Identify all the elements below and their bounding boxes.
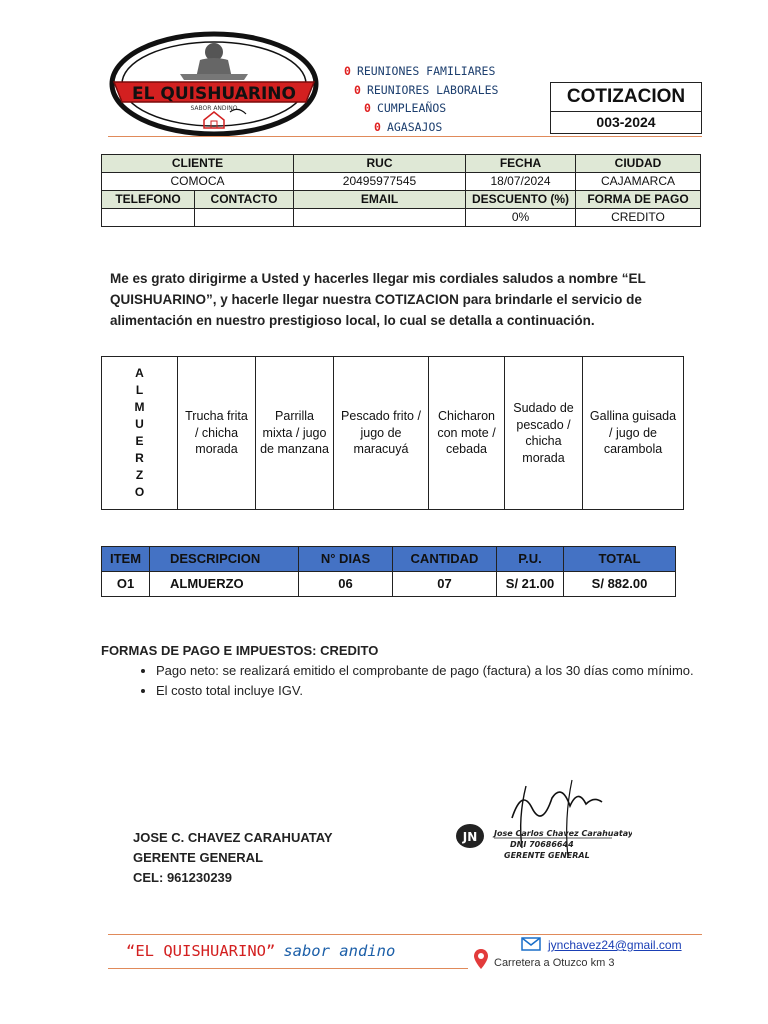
list-item: • Pago neto: se realizará emitido el comprobante de pago (factura) a los 30 días como mínimo. xyxy=(156,661,701,680)
cell-fecha: 18/07/2024 xyxy=(466,173,576,191)
cell-dias: 06 xyxy=(299,572,393,597)
svg-text:Jose Carlos Chavez Carahuatay: Jose Carlos Chavez Carahuatay xyxy=(494,829,632,838)
svg-text:DNI 70686644: DNI 70686644 xyxy=(510,840,574,849)
cell-email xyxy=(294,209,466,227)
col-header-cantidad: CANTIDAD xyxy=(393,547,497,572)
header-telefono: TELEFONO xyxy=(102,191,195,209)
cell-descuento: 0% xyxy=(466,209,576,227)
event-item: 0 AGASAJOS xyxy=(374,120,443,134)
menu-dish: Gallina guisada / jugo de carambola xyxy=(583,357,684,510)
restaurant-logo xyxy=(108,30,320,138)
table-row xyxy=(102,572,676,597)
footer-divider xyxy=(108,934,702,935)
table-row xyxy=(102,155,701,173)
signer-role: GERENTE GENERAL xyxy=(133,850,264,865)
cell-cantidad: 07 xyxy=(393,572,497,597)
svg-text:GERENTE GENERAL: GERENTE GENERAL xyxy=(504,851,590,860)
footer-brand-tagline: sabor andino xyxy=(283,942,396,960)
cell-forma-pago: CREDITO xyxy=(576,209,701,227)
payment-terms-list xyxy=(101,661,701,700)
cell-ciudad: CAJAMARCA xyxy=(576,173,701,191)
items-table xyxy=(101,546,676,597)
quotation-title: COTIZACION xyxy=(551,83,701,112)
location-pin-icon xyxy=(473,948,489,970)
col-header-item: ITEM xyxy=(102,547,150,572)
col-header-total: TOTAL xyxy=(564,547,676,572)
cell-cliente: COMOCA xyxy=(102,173,294,191)
event-item: 0 REUNIONES FAMILIARES xyxy=(344,64,496,78)
cell-contacto xyxy=(195,209,294,227)
cell-descripcion: ALMUERZO xyxy=(150,572,299,597)
intro-paragraph: Me es grato dirigirme a Usted y hacerles llegar mis cordiales saludos a nombre “EL QUISHUARINO”, y hacerle llegar nuestra COTIZACION para brindarle el servicio de alimentación en nuestro prestigioso local, lo cual se detalla a continuación. xyxy=(110,271,646,328)
menu-meal-label: ALMUERZO xyxy=(134,366,145,499)
col-header-descripcion: DESCRIPCION xyxy=(150,547,299,572)
address-text: Carretera a Otuzco km 3 xyxy=(494,957,615,969)
cell-ruc: 20495977545 xyxy=(294,173,466,191)
signature-stamp xyxy=(452,778,632,872)
cell-item: O1 xyxy=(102,572,150,597)
list-item: • El costo total incluye IGV. xyxy=(156,681,701,700)
table-row xyxy=(102,173,701,191)
header-contacto: CONTACTO xyxy=(195,191,294,209)
col-header-pu: P.U. xyxy=(497,547,564,572)
header-descuento: DESCUENTO (%) xyxy=(466,191,576,209)
lunch-menu-table xyxy=(101,356,684,510)
header-ciudad: CIUDAD xyxy=(576,155,701,173)
event-item: 0 REUNIORES LABORALES xyxy=(354,83,499,97)
header-email: EMAIL xyxy=(294,191,466,209)
footer-brand-name: “EL QUISHUARINO” xyxy=(126,942,276,960)
table-row xyxy=(102,209,701,227)
footer-divider xyxy=(108,968,468,969)
header-fecha: FECHA xyxy=(466,155,576,173)
menu-meal-label-cell xyxy=(102,357,178,510)
menu-dish: Pescado frito / jugo de maracuyá xyxy=(334,357,429,510)
email-link[interactable]: jynchavez24@gmail.com xyxy=(548,938,682,952)
cell-pu: S/ 21.00 xyxy=(497,572,564,597)
signer-phone: CEL: 961230239 xyxy=(133,870,233,885)
payment-terms xyxy=(101,642,701,701)
header-ruc: RUC xyxy=(294,155,466,173)
quotation-number: 003-2024 xyxy=(596,114,656,130)
table-header-row xyxy=(102,547,676,572)
table-row xyxy=(102,357,684,510)
event-item: 0 CUMPLEAÑOS xyxy=(364,101,447,115)
header-cliente: CLIENTE xyxy=(102,155,294,173)
table-row xyxy=(102,191,701,209)
svg-text:SABOR ANDINO: SABOR ANDINO xyxy=(190,105,238,112)
payment-terms-title: FORMAS DE PAGO E IMPUESTOS: CREDITO xyxy=(101,643,379,658)
cell-telefono xyxy=(102,209,195,227)
header-divider xyxy=(108,136,702,137)
svg-text:EL QUISHUARINO: EL QUISHUARINO xyxy=(132,84,296,104)
client-info-table xyxy=(101,154,701,227)
email-icon xyxy=(521,936,541,952)
cell-total: S/ 882.00 xyxy=(564,572,676,597)
menu-dish: Trucha frita / chicha morada xyxy=(178,357,256,510)
menu-dish: Chicharon con mote / cebada xyxy=(429,357,505,510)
signer-block xyxy=(133,828,333,888)
header-forma-pago: FORMA DE PAGO xyxy=(576,191,701,209)
quotation-box xyxy=(550,82,702,134)
col-header-dias: N° DIAS xyxy=(299,547,393,572)
footer-brand xyxy=(126,942,395,960)
menu-dish: Parrilla mixta / jugo de manzana xyxy=(256,357,334,510)
signer-name: JOSE C. CHAVEZ CARAHUATAY xyxy=(133,830,333,845)
svg-text:JN: JN xyxy=(462,830,478,844)
menu-dish: Sudado de pescado / chicha morada xyxy=(505,357,583,510)
